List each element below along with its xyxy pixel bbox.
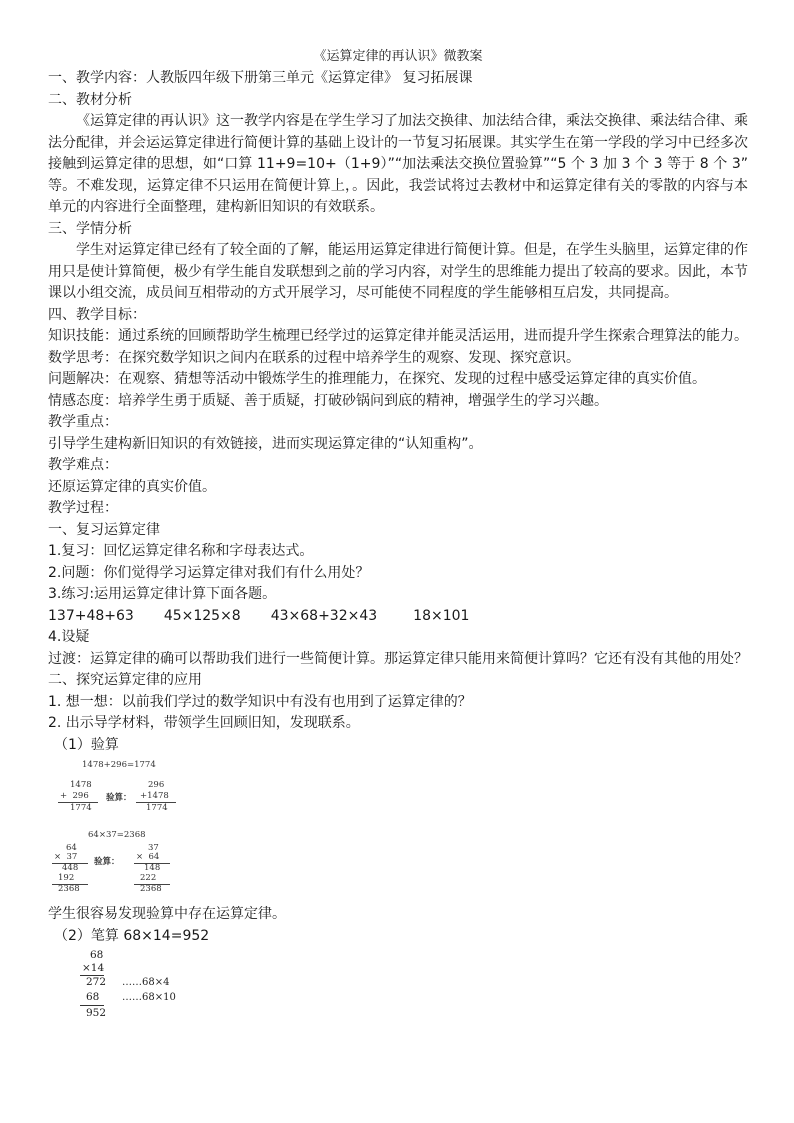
check-label: （1）验算 xyxy=(54,736,119,753)
goal-attitude: 情感态度：培养学生勇于质疑、善于质疑，打破砂锅问到底的精神，增强学生的学习兴趣。 xyxy=(48,392,608,409)
mul-right-result: 2368 xyxy=(140,884,162,894)
key-point-heading: 教学重点： xyxy=(48,414,118,430)
mul-left-mid: × 37 xyxy=(54,852,78,862)
mul-right-top: 37 xyxy=(148,843,159,853)
addition-check-figure xyxy=(48,760,248,822)
goal-thinking: 数学思考：在探究数学知识之间内在联系的过程中培养学生的观察、发现、探究意识。 xyxy=(48,349,580,366)
analysis-heading: 二、教材分析 xyxy=(48,91,132,108)
part1-step4: 4.设疑 xyxy=(48,629,90,645)
written-row1: 272 xyxy=(86,976,107,988)
part2-step2: 2. 出示导学材料，带领学生回顾旧知，发现联系。 xyxy=(48,715,360,731)
written-mult: ×14 xyxy=(82,962,105,974)
part1-step3: 3.练习:运用运算定律计算下面各题。 xyxy=(48,586,277,602)
exercise-row xyxy=(48,606,748,628)
add-left-top: 1478 xyxy=(70,780,92,790)
goals-heading: 四、教学目标： xyxy=(48,306,146,323)
multiplication-check-figure xyxy=(48,830,248,898)
add-left-result: 1774 xyxy=(70,803,92,813)
page-title: 《运算定律的再认识》微教案 xyxy=(313,49,483,64)
part2-heading: 二、探究运算定律的应用 xyxy=(48,672,202,688)
analysis-paragraph: 《运算定律的再认识》这一教学内容是在学生学习了加法交换律、加法结合律，乘法交换律、乘法结合律、乘法分配律，并会运运算定律进行简便计算的基础上设计的一节复习拓展课。其实学生在第一学段的学习中已经多次接触到运算定律的思想，如“口算 11+9=10+（1+9）”“加法乘法交换位置验算”“5 个 3 加 3 个 3 等于 8 个 3” 等。不难发现，运算定律不只运用在简便计算上，。因此，我尝试将过去教材中和运算定律有关的零散的内容与本单元的内容进行全面整理，建构新旧知识的有效联系。 xyxy=(48,113,748,215)
add-left-mid: + 296 xyxy=(60,791,89,801)
mul-left-p1: 448 xyxy=(62,863,79,873)
exercise-3: 43×68+32×43 xyxy=(270,607,378,624)
written-top: 68 xyxy=(90,949,104,961)
goal-knowledge: 知识技能：通过系统的回顾帮助学生梳理已经学过的运算定律并能灵活运用，进而提升学生探索合理算法的能力。 xyxy=(48,328,748,344)
add-check-label: 验算： xyxy=(106,793,132,803)
teaching-content: 一、教学内容：人教版四年级下册第三单元《运算定律》 复习拓展课 xyxy=(48,70,473,86)
document-page xyxy=(48,48,748,1027)
written-result: 952 xyxy=(86,1007,107,1019)
mul-right-p2: 222 xyxy=(140,873,157,883)
part1-step1: 1.复习：回忆运算定律名称和字母表达式。 xyxy=(48,543,314,559)
transition-text: 过渡：运算定律的确可以帮助我们进行一些简便计算。那运算定律只能用来简便计算吗？它还有没有其他的用处？ xyxy=(48,650,748,667)
difficulty-text: 还原运算定律的真实价值。 xyxy=(48,478,216,495)
add-equation: 1478+296=1774 xyxy=(82,760,156,770)
add-right-top: 296 xyxy=(148,780,165,790)
mul-right-p1: 148 xyxy=(144,863,161,873)
written-row2: 68 xyxy=(86,991,100,1003)
mul-left-top: 64 xyxy=(66,843,77,853)
key-point-text: 引导学生建构新旧知识的有效链接，进而实现运算定律的“认知重构”。 xyxy=(48,435,483,452)
finding-text: 学生很容易发现验算中存在运算定律。 xyxy=(48,906,286,922)
goal-problem-solving: 问题解决：在观察、猜想等活动中锻炼学生的推理能力，在探究、发现的过程中感受运算定律的真实价值。 xyxy=(48,371,706,387)
written-label: （2）笔算 68×14=952 xyxy=(54,927,210,944)
add-right-mid: +1478 xyxy=(140,791,169,801)
mul-right-mid: × 64 xyxy=(136,852,160,862)
mul-equation: 64×37=2368 xyxy=(88,830,146,840)
exercise-2: 45×125×8 xyxy=(163,607,241,624)
written-rule2 xyxy=(80,1005,104,1006)
mul-left-result: 2368 xyxy=(58,884,80,894)
written-note1: ……68×4 xyxy=(122,977,170,988)
part1-step2: 2.问题：你们觉得学习运算定律对我们有什么用处？ xyxy=(48,564,370,581)
difficulty-heading: 教学难点： xyxy=(48,457,118,473)
part1-heading: 一、复习运算定律 xyxy=(48,521,160,538)
students-paragraph: 学生对运算定律已经有了较全面的了解，能运用运算定律进行简便计算。但是，在学生头脑里，运算定律的作用只是使计算简便，极少有学生能自发联想到之前的学习内容，对学生的思维能力提出了较高的要求。因此，本节课以小组交流，成员间互相带动的方式开展学习，尽可能使不同程度的学生能够相互启发，共同提高。 xyxy=(48,242,748,301)
process-heading: 教学过程： xyxy=(48,500,118,516)
mul-left-p2: 192 xyxy=(58,873,75,883)
add-right-result: 1774 xyxy=(146,803,168,813)
written-note2: ……68×10 xyxy=(122,992,176,1003)
students-heading: 三、学情分析 xyxy=(48,220,132,237)
part2-step1: 1. 想一想：以前我们学过的数学知识中有没有也用到了运算定律的？ xyxy=(48,693,472,710)
exercise-4: 18×101 xyxy=(413,607,470,624)
written-calculation-figure xyxy=(48,949,248,1027)
exercise-1: 137+48+63 xyxy=(48,607,134,624)
mul-check-label: 验算： xyxy=(94,857,120,867)
